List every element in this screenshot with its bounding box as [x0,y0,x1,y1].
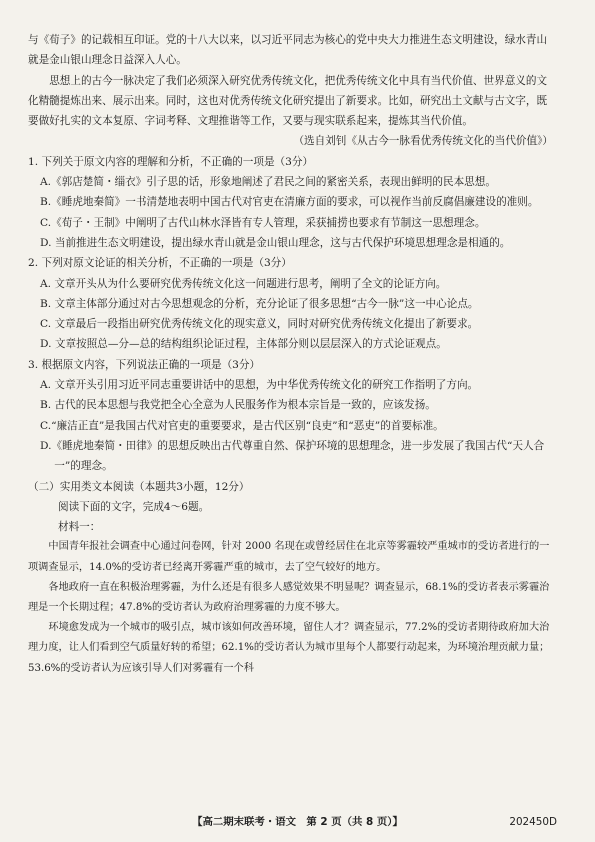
material-paragraph: 环境愈发成为一个城市的吸引点，城市该如何改善环境，留住人才？调查显示，77.2%的受访者期待政府加大治理力度，让人们看到空气质量好转的希望；62.1%的受访者认为城市里每个人都要行动起来，为环境治理贡献力量；53.6%的受访者认为应该引导人们对雾霾有一个科 [28,622,550,674]
question-3 [28,355,557,477]
question-2 [28,253,557,354]
question-option: D. 当前推进生态文明建设，提出绿水青山就是金山银山理念，这与古代保护环境思想理念是相通的。 [40,236,511,249]
question-option: C. 文章最后一段指出研究优秀传统文化的现实意义，同时对研究优秀传统文化提出了新要求。 [40,318,479,331]
page-footer [0,812,595,828]
passage-paragraph: 思想上的古今一脉决定了我们必须深入研究优秀传统文化，把优秀传统文化中具有当代价值、世界意义的文化精髓提炼出来、展示出来。同时，这也对优秀传统文化研究提出了新要求。比如，研究出土文献与古文字，既要做好扎实的文本复原、字词考释、文理推谐等工作，又要与现实联系起来，提炼其当代价值。 [28,74,548,128]
question-stem: 3. 根据原文内容，下列说法正确的一项是（3分） [28,358,261,371]
material-paragraph: 中国青年报社会调查中心通过问卷网，针对 2000 名现在或曾经居住在北京等雾霾较严重城市的受访者进行的一项调查显示，14.0%的受访者已经离开雾霾严重的城市，去了空气较好的地方。 [28,541,550,573]
material-label: 材料一： [58,521,101,534]
question-option: B. 文章主体部分通过对古今思想观念的分析，充分论证了很多思想“古今一脉”这一中心论点。 [40,297,479,310]
section-heading: （二）实用类文本阅读（本题共3小题，12分） [28,480,250,493]
question-option: B. 古代的民本思想与我党把全心全意为人民服务作为根本宗旨是一致的，应该发扬。 [40,399,436,412]
footer-page-info: 【高二期末联考・语文 第 2 页（共 8 页）】 [192,816,403,828]
material-paragraph: 各地政府一直在积极治理雾霾，为什么还是有很多人感觉效果不明显呢？调查显示，68.1%的受访者表示雾霾治理是一个长期过程；47.8%的受访者认为政府治理雾霾的力度不够大。 [28,581,550,614]
section-instruction: 阅读下面的文字，完成4～6题。 [58,500,210,513]
question-option: D.《睡虎地秦简・田律》的思想反映出古代尊重自然、保护环境的思想理念，进一步发展了我国古代“天人合一”的理念。 [40,439,545,473]
question-1 [28,152,557,253]
question-option: A.《郭店楚简・缁衣》引子思的话，形象地阐述了君民之间的紧密关系，表现出鲜明的民本思想。 [40,176,496,189]
footer-exam-code: 202450D [509,816,557,828]
question-option: A. 文章开头引用习近平同志重要讲话中的思想，为中华优秀传统文化的研究工作指明了方向。 [40,379,479,392]
question-option: B.《睡虎地秦简》一书清楚地表明中国古代对官吏在清廉方面的要求，可以视作当前反腐倡廉建设的准则。 [40,196,539,209]
question-stem: 1. 下列关于原文内容的理解和分析，不正确的一项是（3分） [28,155,314,168]
question-option: A. 文章开头从为什么要研究优秀传统文化这一问题进行思考，阐明了全文的论证方向。 [40,277,447,290]
question-option: C.“廉洁正直”是我国古代对官吏的重要要求，是古代区别“良吏”和“恶吏”的首要标准。 [40,419,444,432]
question-stem: 2. 下列对原文论证的相关分析，不正确的一项是（3分） [28,257,292,270]
question-option: C.《荀子・王制》中阐明了古代山林水泽皆有专人管理，采获捕捞也要求有节制这一思想理念。 [40,216,486,229]
section-2 [28,477,557,679]
passage-paragraph: 与《荀子》的记载相互印证。党的十八大以来，以习近平同志为核心的党中央大力推进生态文明建设，绿水青山就是金山银山理念日益深入人心。 [28,34,548,67]
question-option: D. 文章按照总—分—总的结构组织论证过程，主体部分则以层层深入的方式论证观点。 [40,338,447,351]
passage-source: （选自刘钊《从古今一脉看优秀传统文化的当代价值》） [293,135,553,148]
